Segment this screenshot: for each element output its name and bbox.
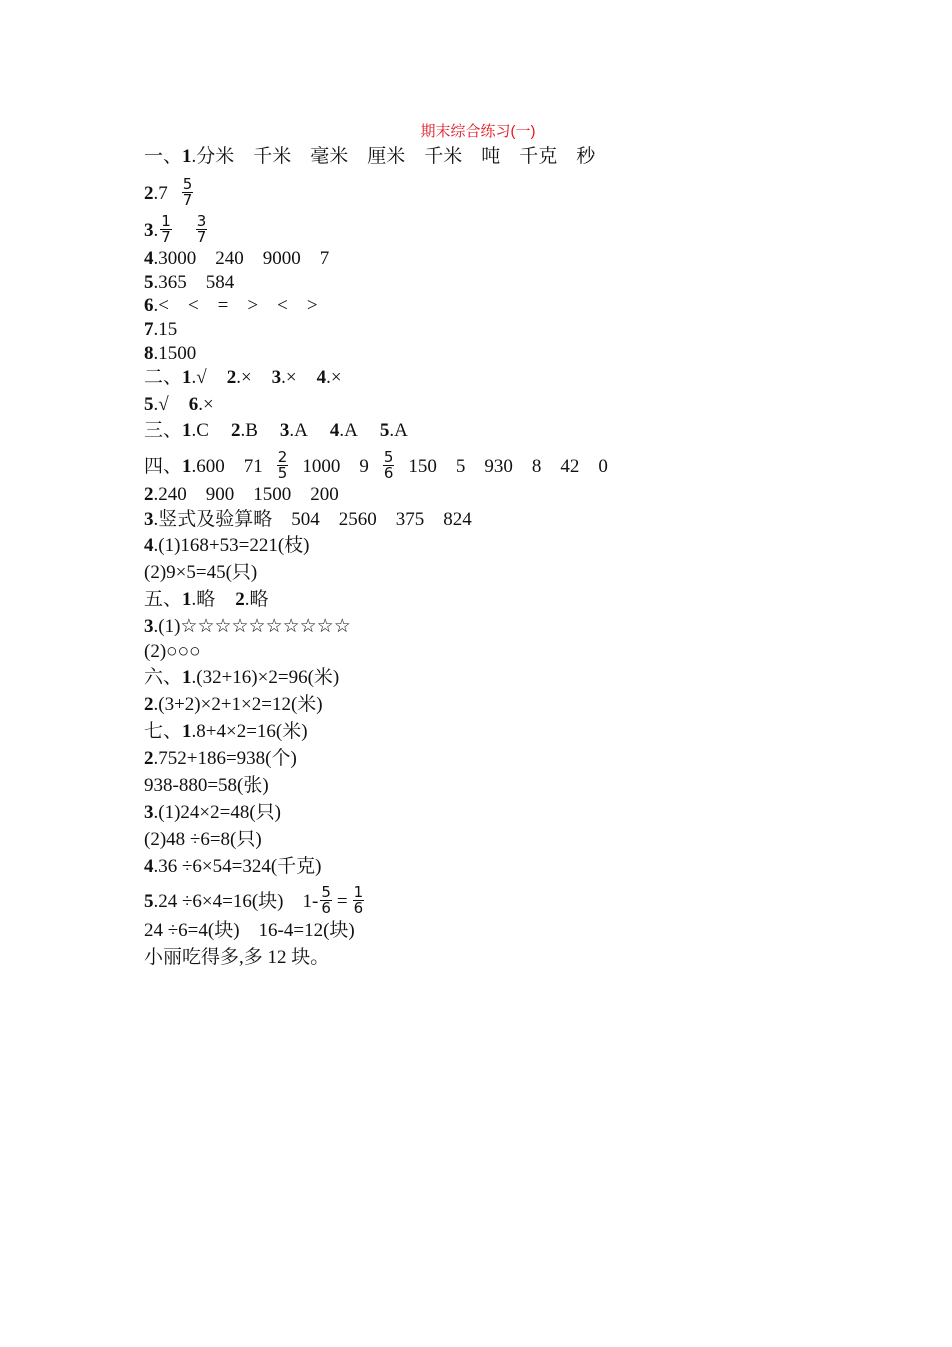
answer-line-5-3	[144, 640, 201, 664]
numerator: 5	[383, 448, 394, 466]
answer-text: .B	[240, 420, 258, 441]
answer-text: .(1)168+53=221(枝)	[153, 535, 310, 556]
fraction	[196, 214, 208, 245]
answer-line-7-4	[144, 801, 281, 825]
answer-text: .15	[153, 319, 178, 340]
equals-sign: =	[336, 890, 348, 912]
answer-line-1-2	[144, 175, 195, 210]
question-number: 2	[144, 748, 154, 769]
question-number: 1	[182, 146, 192, 167]
numerator: 5	[321, 883, 331, 901]
question-number: 1	[182, 367, 192, 388]
section-prefix: 七、	[144, 721, 183, 742]
question-number: 3	[144, 616, 154, 637]
answer-text: .(1)24×2=48(只)	[153, 802, 281, 823]
fraction	[383, 450, 395, 481]
denominator: 6	[321, 899, 331, 917]
answer-line-7-9	[144, 946, 329, 970]
question-number: 5	[379, 420, 390, 441]
section-prefix: 一、	[144, 146, 183, 167]
answer-line-3-1	[144, 419, 408, 443]
section-prefix: 二、	[144, 367, 183, 388]
fraction	[353, 885, 365, 916]
answer-text: 24 ÷6=4(块) 16-4=12(块)	[144, 920, 355, 941]
question-number: 2	[144, 182, 154, 204]
question-number: 5	[144, 890, 154, 912]
section-prefix: 四、	[144, 455, 183, 477]
answer-line-4-4	[144, 534, 310, 558]
numerator: 2	[277, 448, 288, 466]
answer-text: 938-880=58(张)	[144, 775, 269, 796]
answer-text: .	[153, 219, 159, 241]
question-number: 8	[144, 343, 154, 364]
question-number: 3	[271, 367, 282, 388]
answer-text: .√	[191, 367, 207, 388]
answer-line-6-2	[144, 693, 323, 717]
numerator: 3	[196, 212, 207, 230]
answer-text: .(3+2)×2+1×2=12(米)	[153, 694, 323, 715]
question-number: 3	[144, 802, 154, 823]
section-prefix: 六、	[144, 667, 183, 688]
answer-text: .240 900 1500 200	[153, 484, 339, 505]
answer-text: .1500	[153, 343, 197, 364]
numerator: 1	[353, 883, 364, 901]
answer-text: .√	[153, 394, 169, 415]
answer-text: .(32+16)×2=96(米)	[191, 667, 340, 688]
answer-line-1-5	[144, 271, 234, 295]
question-number: 4	[144, 856, 154, 877]
answer-text: (2)48 ÷6=8(只)	[144, 829, 262, 850]
question-number: 4	[144, 248, 154, 269]
answer-line-4-1	[144, 448, 608, 483]
conclusion-text: 小丽吃得多,多 12 块。	[144, 947, 330, 968]
answer-line-2-2	[144, 393, 214, 417]
question-number: 2	[230, 420, 241, 441]
question-number: 6	[144, 295, 154, 316]
denominator: 6	[383, 464, 394, 482]
answer-line-5-1	[144, 588, 269, 612]
answer-text: .C	[191, 420, 209, 441]
answer-line-7-2	[144, 747, 297, 771]
answer-line-2-1	[144, 366, 342, 390]
fraction	[182, 177, 194, 208]
answer-text: .8+4×2=16(米)	[191, 721, 308, 742]
answer-text: .×	[326, 367, 342, 388]
answer-text: .752+186=938(个)	[153, 748, 297, 769]
answer-text: .600 71	[191, 455, 263, 477]
answer-text: (2)○○○	[144, 641, 201, 662]
denominator: 7	[196, 228, 207, 246]
question-number: 1	[182, 455, 192, 477]
answer-text: .×	[198, 394, 214, 415]
answer-line-1-8	[144, 342, 196, 366]
section-prefix: 五、	[144, 589, 183, 610]
answer-line-4-2	[144, 483, 339, 507]
denominator: 7	[182, 191, 193, 209]
question-number: 1	[182, 589, 192, 610]
denominator: 6	[353, 899, 364, 917]
answer-line-1-7	[144, 318, 177, 342]
answer-line-4-3	[144, 508, 472, 532]
numerator: 5	[182, 175, 193, 193]
fraction	[160, 214, 172, 245]
question-number: 2	[144, 694, 154, 715]
answer-line-6-1	[144, 666, 339, 690]
question-number: 3	[144, 509, 154, 530]
answer-text: .略	[244, 589, 269, 610]
question-number: 1	[182, 667, 192, 688]
answer-line-7-1	[144, 720, 308, 744]
section-prefix: 三、	[144, 420, 183, 441]
answer-text: .竖式及验算略 504 2560 375 824	[153, 509, 472, 530]
question-number: 2	[226, 367, 237, 388]
answer-text: .(1)☆☆☆☆☆☆☆☆☆☆	[153, 616, 351, 637]
question-number: 1	[182, 420, 192, 441]
answer-text: .×	[236, 367, 252, 388]
answer-text: .3000 240 9000 7	[153, 248, 330, 269]
answer-line-7-5	[144, 828, 262, 852]
answer-text: .24 ÷6×4=16(块) 1-	[153, 890, 319, 912]
question-number: 3	[144, 219, 154, 241]
answer-line-1-6	[144, 294, 318, 318]
fraction	[277, 450, 289, 481]
answer-text: .略	[191, 589, 216, 610]
question-number: 4	[329, 420, 340, 441]
answer-text: .7	[153, 182, 168, 204]
answer-line-1-4	[144, 247, 329, 271]
question-number: 6	[188, 394, 199, 415]
answer-text: (2)9×5=45(只)	[144, 562, 258, 583]
numerator: 1	[161, 212, 171, 230]
answer-line-7-6	[144, 855, 322, 879]
question-number: 7	[144, 319, 154, 340]
answer-text: .×	[281, 367, 297, 388]
answer-text: .A	[289, 420, 308, 441]
answer-text: .分米 千米 毫米 厘米 千米 吨 千克 秒	[191, 146, 596, 167]
page-title: 期末综合练习(一)	[420, 123, 536, 140]
answer-text: .A	[339, 420, 358, 441]
question-number: 5	[144, 394, 154, 415]
answer-text: .365 584	[153, 272, 235, 293]
question-number: 3	[279, 420, 290, 441]
answer-text: .< < = > < >	[153, 295, 318, 316]
answer-line-4-5	[144, 561, 257, 585]
question-number: 4	[144, 535, 154, 556]
answer-line-5-2	[144, 615, 351, 639]
answer-text: 1000 9	[302, 455, 369, 477]
answer-line-7-7	[144, 883, 366, 918]
question-number: 1	[182, 721, 192, 742]
question-number: 2	[235, 589, 245, 610]
question-number: 2	[144, 484, 154, 505]
answer-line-7-8	[144, 919, 355, 943]
denominator: 7	[161, 228, 171, 246]
denominator: 5	[277, 464, 288, 482]
answer-text: 150 5 930 8 42 0	[408, 455, 608, 477]
question-number: 4	[316, 367, 327, 388]
fraction	[320, 885, 332, 916]
answer-line-7-3	[144, 774, 269, 798]
answer-line-1-1	[144, 145, 595, 169]
answer-text: .36 ÷6×54=324(千克)	[153, 856, 322, 877]
answer-text: .A	[389, 420, 408, 441]
question-number: 5	[144, 272, 154, 293]
answer-line-1-3	[144, 212, 209, 247]
